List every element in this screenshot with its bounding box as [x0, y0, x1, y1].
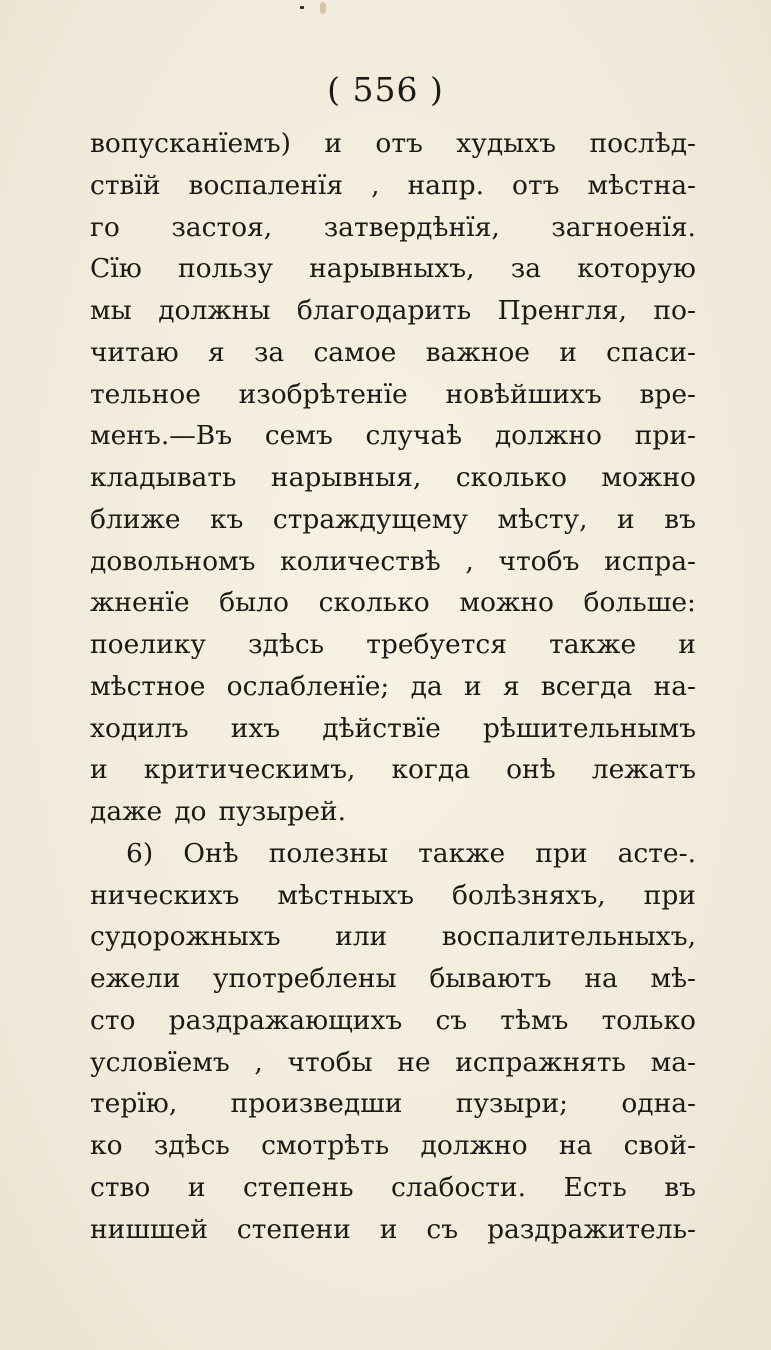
word: употреблены	[212, 963, 397, 994]
word: даже	[90, 796, 163, 827]
word: читаю	[90, 336, 179, 368]
word: произведши	[230, 1088, 403, 1120]
text-line	[90, 374, 696, 416]
word: слабости.	[391, 1171, 527, 1203]
word: самое	[313, 336, 397, 368]
word: ,	[465, 545, 474, 577]
word: полезны	[268, 837, 389, 869]
word: можно	[601, 462, 696, 493]
word: должно	[494, 420, 602, 452]
word: Сїю	[90, 253, 142, 285]
word: ствїй	[90, 169, 161, 201]
word: Есть	[563, 1171, 627, 1203]
word: пузырей.	[218, 796, 346, 827]
word: также	[418, 837, 506, 869]
word: сто	[90, 1004, 136, 1036]
word: которую	[577, 253, 696, 285]
word: ническихъ	[90, 879, 240, 911]
word: больше:	[583, 587, 696, 619]
word: требуется	[366, 629, 507, 660]
word: благодарить	[296, 295, 472, 326]
word: испра-	[604, 545, 696, 577]
word: можно	[459, 587, 554, 619]
word: мы	[90, 295, 132, 326]
word: въ	[664, 1171, 696, 1203]
word: я	[207, 336, 225, 368]
word: раздражающихъ	[168, 1004, 403, 1036]
word: къ	[209, 503, 244, 535]
word: ма-	[650, 1046, 696, 1078]
text-line	[90, 1209, 696, 1251]
word: довольномъ	[90, 545, 256, 577]
word: сколько	[455, 462, 567, 493]
word: отъ	[512, 169, 560, 201]
word: и	[617, 503, 635, 535]
word: при	[643, 879, 696, 911]
text-line	[90, 875, 696, 917]
word: затвердѣнїя,	[323, 211, 500, 243]
word: худыхъ	[456, 128, 557, 159]
paper-stain	[320, 2, 326, 14]
word: степени	[236, 1213, 351, 1245]
word: нарывныхъ,	[309, 253, 475, 285]
word: напр.	[407, 169, 485, 201]
word: поелику	[90, 629, 206, 660]
word: смотрѣть	[261, 1130, 390, 1161]
word: новѣйшихъ	[445, 378, 602, 410]
word: да	[410, 670, 443, 702]
word: ходилъ	[90, 712, 189, 744]
word: го	[90, 211, 120, 243]
word: и	[559, 336, 577, 368]
word: не	[397, 1046, 431, 1078]
word: семъ	[264, 420, 333, 452]
word: мѣсту,	[497, 503, 588, 535]
word: чтобы	[287, 1046, 373, 1078]
text-line	[90, 499, 696, 541]
word: когда	[391, 754, 471, 786]
text-line	[90, 1167, 696, 1209]
word: болѣзняхъ,	[451, 879, 606, 911]
word: на-	[653, 670, 696, 702]
text-line	[90, 415, 696, 457]
word: раздражитель-	[487, 1213, 696, 1245]
word: пользу	[178, 253, 273, 285]
word: ство	[90, 1171, 151, 1203]
text-line	[90, 332, 696, 374]
body-text	[90, 123, 696, 1250]
word: за	[253, 336, 285, 368]
word: рѣшительнымъ	[482, 712, 696, 744]
word: послѣд-	[589, 128, 696, 159]
text-line	[90, 541, 696, 583]
word: кладывать	[90, 462, 237, 493]
word: мѣстное	[90, 670, 206, 702]
text-line	[90, 123, 696, 165]
word: страждущему	[272, 503, 468, 535]
word: съ	[435, 1004, 468, 1036]
text-line	[90, 1083, 696, 1125]
word: въ	[664, 503, 696, 535]
word: и	[678, 629, 696, 660]
word: ,	[371, 169, 380, 201]
word: при	[535, 837, 588, 869]
word: пузыри;	[455, 1088, 569, 1120]
word: случаѣ	[365, 420, 463, 452]
word: испражнять	[455, 1046, 626, 1078]
word: также	[549, 629, 637, 660]
text-line	[90, 248, 696, 290]
ink-speck	[300, 6, 304, 9]
text-line	[90, 1042, 696, 1084]
word: ,	[254, 1046, 263, 1078]
word: и	[463, 670, 482, 702]
word: сколько	[318, 587, 430, 619]
word: условїемъ	[90, 1046, 230, 1078]
word: только	[601, 1004, 696, 1036]
word: отъ	[375, 128, 423, 159]
text-line	[90, 1125, 696, 1167]
word: онѣ	[506, 754, 556, 786]
word: количествѣ	[280, 545, 441, 577]
word: тѣмъ	[500, 1004, 569, 1036]
text-line	[90, 1000, 696, 1042]
word: ихъ	[230, 712, 281, 744]
word: воспаленїя	[188, 169, 344, 201]
text-line	[90, 457, 696, 499]
word: дѣйствїе	[322, 712, 441, 744]
word: и	[379, 1213, 398, 1245]
word: вре-	[639, 378, 696, 410]
word: было	[219, 587, 289, 619]
text-line	[90, 290, 696, 332]
text-line	[90, 165, 696, 207]
text-line	[90, 207, 696, 249]
word: загноенїя.	[551, 211, 696, 243]
word: важное	[425, 336, 530, 368]
word: здѣсь	[153, 1130, 230, 1161]
word: при-	[634, 420, 696, 452]
word: судорожныхъ	[90, 921, 281, 953]
text-line	[90, 708, 696, 750]
word: ко	[90, 1130, 123, 1161]
text-line	[90, 833, 696, 875]
word: асте-.	[617, 837, 696, 869]
word: и	[187, 1171, 206, 1203]
word: вопусканїемъ)	[90, 128, 291, 159]
word: на	[558, 1130, 593, 1161]
word: на	[584, 963, 618, 994]
text-line	[90, 916, 696, 958]
word: должны	[158, 295, 271, 326]
word: по-	[653, 295, 696, 326]
word: и	[90, 754, 108, 786]
word: мѣстныхъ	[277, 879, 414, 911]
word: терїю,	[90, 1088, 178, 1120]
word: тельное	[90, 378, 201, 410]
word: нишшей	[90, 1213, 208, 1245]
word: должно	[420, 1130, 528, 1161]
page-number: ( 556 )	[327, 70, 444, 109]
word: за	[510, 253, 542, 285]
word: менъ.—Въ	[90, 420, 233, 452]
word: бываютъ	[429, 963, 552, 994]
word: одна-	[621, 1088, 696, 1120]
word: лежатъ	[591, 754, 696, 786]
word: критическимъ,	[143, 754, 356, 786]
word: всегда	[540, 670, 633, 702]
word: или	[335, 921, 388, 953]
word: изобрѣтенїе	[238, 378, 408, 410]
word: мѣстна-	[587, 169, 696, 201]
word: ежели	[90, 963, 181, 994]
word: 6)	[126, 837, 154, 869]
word: жненїе	[90, 587, 190, 619]
text-line	[90, 749, 696, 791]
word: съ	[426, 1213, 459, 1245]
word: спаси-	[606, 336, 696, 368]
word: и	[324, 128, 343, 159]
word: ослабленїе;	[226, 670, 390, 702]
word: я	[502, 670, 520, 702]
word: чтобъ	[498, 545, 580, 577]
word: нарывныя,	[270, 462, 422, 493]
word: застоя,	[171, 211, 273, 243]
word: мѣ-	[650, 963, 696, 994]
word: ближе	[90, 503, 181, 535]
word: воспалительныхъ,	[441, 921, 696, 953]
word: до	[174, 796, 207, 827]
word: свой-	[623, 1130, 696, 1161]
text-line	[90, 666, 696, 708]
word: здѣсь	[248, 629, 325, 660]
word: Пренгля,	[497, 295, 627, 326]
text-line	[90, 791, 696, 833]
word: степень	[242, 1171, 354, 1203]
text-line	[90, 582, 696, 624]
text-line	[90, 958, 696, 1000]
word: Онѣ	[183, 837, 239, 869]
text-line	[90, 624, 696, 666]
